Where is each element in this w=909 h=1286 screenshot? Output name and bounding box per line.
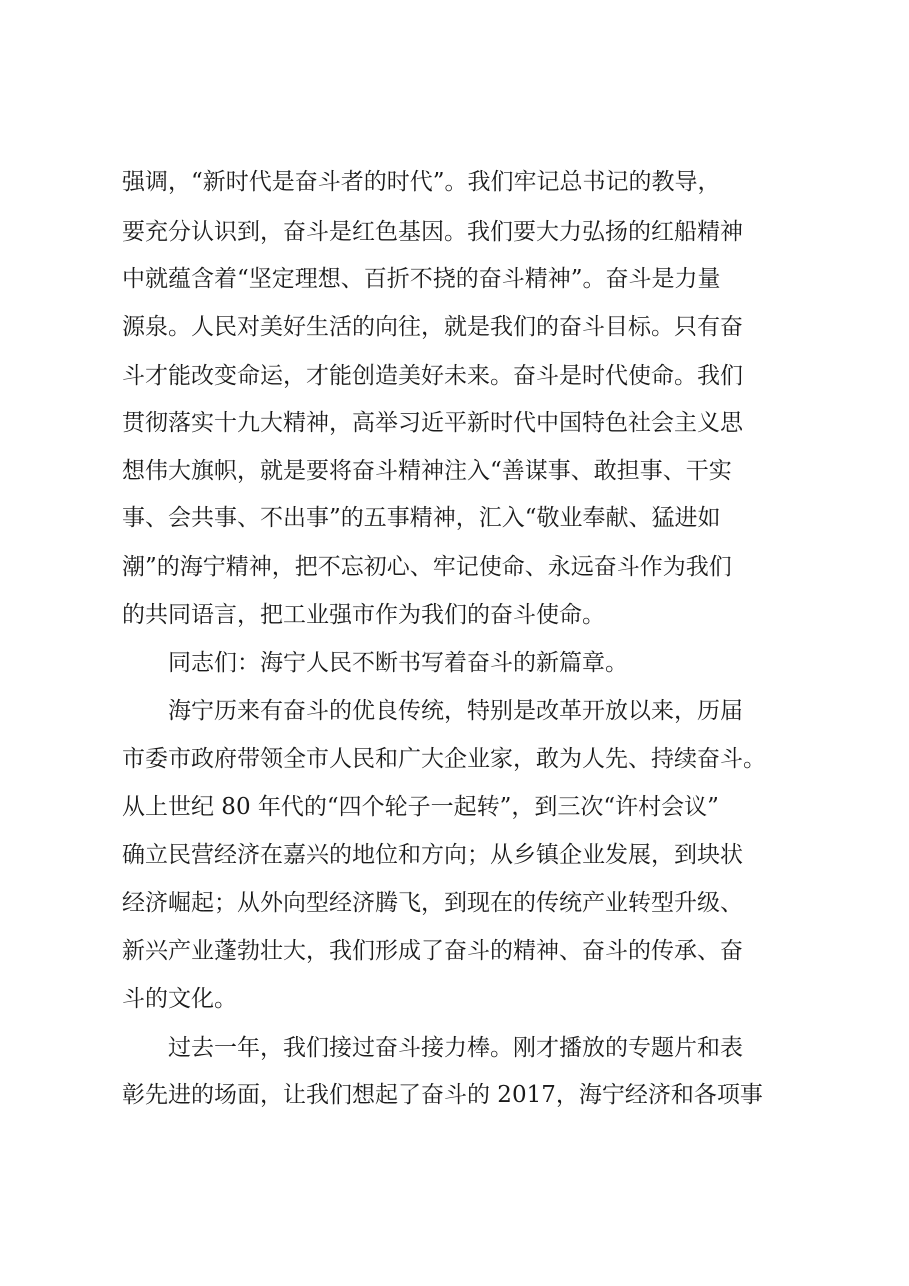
text-line: 事、会共事、不出事”的五事精神，汇入“敬业奉献、猛进如 — [122, 505, 721, 531]
text-line: 过去一年，我们接过奋斗接力棒。刚才播放的专题片和表 — [168, 1035, 743, 1061]
text-line: 经济崛起；从外向型经济腾飞，到现在的传统产业转型升级、 — [122, 890, 743, 916]
text-line: 中就蕴含着“坚定理想、百折不挠的奋斗精神”。奋斗是力量 — [122, 266, 721, 292]
text-line: 斗才能改变命运，才能创造美好未来。奋斗是时代使命。我们 — [122, 363, 743, 389]
text-line: 确立民营经济在嘉兴的地位和方向；从乡镇企业发展，到块状 — [122, 842, 743, 868]
text-line: 市委市政府带领全市人民和广大企业家，敢为人先、持续奋斗。 — [122, 746, 766, 772]
text-line: 要充分认识到，奋斗是红色基因。我们要大力弘扬的红船精神 — [122, 219, 743, 245]
text-line: 源泉。人民对美好生活的向往，就是我们的奋斗目标。只有奋 — [122, 314, 743, 340]
text-line: 的共同语言，把工业强市作为我们的奋斗使命。 — [122, 602, 605, 628]
text-line: 潮”的海宁精神，把不忘初心、牢记使命、永远奋斗作为我们 — [122, 554, 732, 580]
text-line: 新兴产业蓬勃壮大，我们形成了奋斗的精神、奋斗的传承、奋 — [122, 938, 743, 964]
text-line: 贯彻落实十九大精神，高举习近平新时代中国特色社会主义思 — [122, 410, 743, 436]
text-line: 斗的文化。 — [122, 986, 237, 1012]
text-line: 想伟大旗帜，就是要将奋斗精神注入“善谋事、敢担事、干实 — [122, 458, 732, 484]
text-line: 彰先进的场面，让我们想起了奋斗的 2017，海宁经济和各项事 — [122, 1082, 763, 1108]
text-line: 强调，“新时代是奋斗者的时代”。我们牢记总书记的教导， — [122, 169, 721, 195]
text-line: 海宁历来有奋斗的优良传统，特别是改革开放以来，历届 — [168, 698, 743, 724]
text-line: 从上世纪 80 年代的“四个轮子一起转”，到三次“许村会议” — [122, 794, 719, 820]
text-line: 同志们：海宁人民不断书写着奋斗的新篇章。 — [168, 650, 628, 676]
